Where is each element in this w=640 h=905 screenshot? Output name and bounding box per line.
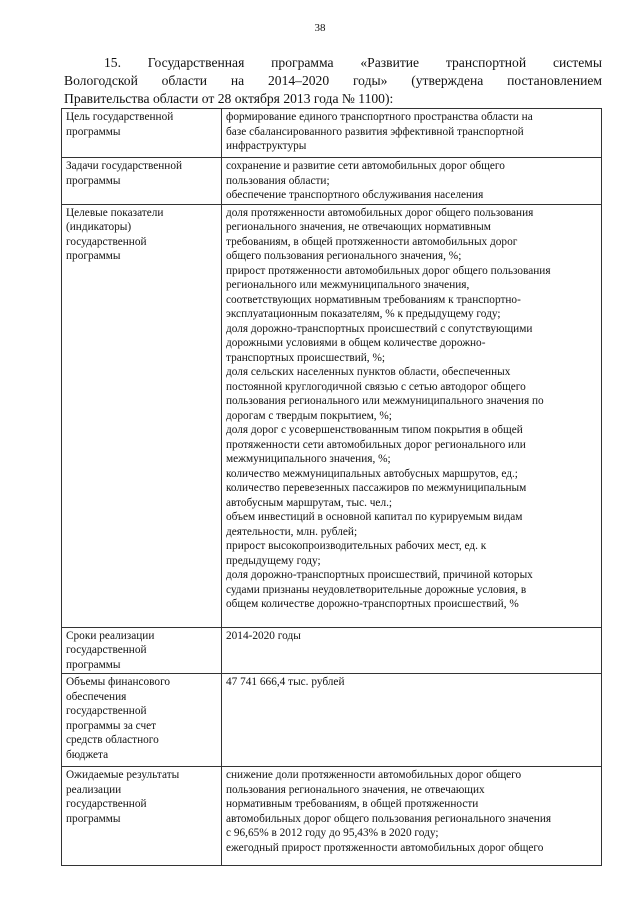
heading-line: Вологодской области на 2014–2020 годы» (утверждена постановлением [64, 73, 602, 88]
row-value-line: снижение доли протяженности автомобильных дорог общего [226, 769, 522, 781]
row-label-line: обеспечения [66, 690, 127, 703]
row-value-line: прирост высокопроизводительных рабочих мест, ед. к [226, 540, 487, 552]
row-label-line: программы [66, 125, 121, 138]
row-value-line: инфраструктуры [226, 140, 307, 152]
row-label-line: Сроки реализации [66, 629, 155, 642]
row-label-line: (индикаторы) [66, 221, 132, 233]
row-value-line: с 96,65% в 2012 году до 95,43% в 2020 году; [226, 827, 439, 839]
row-label-line: средств областного [66, 734, 159, 746]
row-label-line: программы [66, 812, 121, 825]
row-value-line: доля дорожно-транспортных происшествий с сопутствующими [226, 322, 533, 335]
row-value-line: 47 741 666,4 тыс. рублей [226, 676, 345, 688]
table-row-goal [62, 109, 602, 158]
row-value-line: прирост протяженности автомобильных дорог общего пользования [226, 264, 551, 277]
table-row-period [62, 627, 602, 674]
row-label-line: государственной [66, 798, 147, 810]
row-label-line: Целевые показатели [66, 206, 164, 219]
row-value-line: доля сельских населенных пунктов области, обеспеченных [226, 366, 511, 378]
row-value-line: соответствующих нормативным требованиям к транспортно- [226, 293, 521, 306]
row-value-line: дорогам с твердым покрытием, %; [226, 409, 392, 422]
row-value-line: автомобильных дорог общего пользования регионального значения [226, 812, 552, 825]
row-value-cell [222, 204, 602, 627]
row-value-line: доля дорожно-транспортных происшествий, причиной которых [226, 569, 533, 581]
row-label-line: бюджета [66, 748, 109, 761]
row-label-line: Объемы финансового [66, 676, 171, 688]
row-value-line: количество межмуниципальных автобусных маршрутов, ед.; [226, 467, 518, 480]
row-value-line: предыдущему году; [226, 554, 321, 567]
row-label-line: программы [66, 174, 121, 187]
table-row-tasks [62, 158, 602, 205]
row-label-cell [62, 109, 222, 158]
row-value-line: обеспечение транспортного обслуживания населения [226, 189, 484, 201]
row-value-line: эксплуатационным показателям, % к предыдущему году; [226, 308, 501, 320]
row-label-line: государственной [66, 235, 147, 248]
row-value-line: постоянной круглогодичной связью с сетью автодорог общего [226, 380, 526, 393]
row-label-line: программы [66, 658, 121, 671]
table-row-funding [62, 674, 602, 767]
row-value-line: формирование единого транспортного пространства области на [226, 111, 533, 123]
heading-line: Правительства области от 28 октября 2013 года № 1100): [64, 91, 394, 106]
row-value-cell [222, 627, 602, 674]
row-label-line: государственной [66, 644, 147, 656]
row-value-line: доля дорог с усовершенствованным типом покрытия в общей [226, 424, 523, 436]
row-value-line: 2014-2020 годы [226, 629, 301, 642]
row-label-line: реализации [66, 783, 122, 796]
row-value-line: сохранение и развитие сети автомобильных дорог общего [226, 160, 505, 172]
row-value-line: нормативным требованиям, в общей протяженности [226, 798, 479, 810]
row-label-line: программы за счет [66, 719, 157, 732]
row-value-line: регионального или межмуниципального значения, [226, 279, 470, 291]
row-value-line: судами признаны неудовлетворительные дорожные условия, в [226, 583, 527, 596]
row-label-line: государственной [66, 705, 147, 717]
program-passport-table [61, 108, 602, 866]
row-value-line: пользования регионального или межмуниципального значения по [226, 395, 544, 407]
row-label-line: Ожидаемые результаты [66, 769, 180, 781]
row-label-line: Цель государственной [66, 111, 174, 123]
row-label-cell [62, 627, 222, 674]
row-label-cell [62, 158, 222, 205]
row-value-line: автобусным маршрутам, тыс. чел.; [226, 496, 393, 509]
heading-line: 15. Государственная программа «Развитие транспортной системы [104, 55, 602, 70]
row-value-line: объем инвестиций в основной капитал по курируемым видам [226, 511, 523, 523]
row-value-line: общего пользования регионального значения, %; [226, 250, 462, 262]
row-value-line: регионального значения, не отвечающих нормативным [226, 221, 491, 233]
section-heading [64, 54, 602, 108]
row-value-line: количество перевезенных пассажиров по межмуниципальным [226, 482, 527, 494]
row-value-line: пользования регионального значения, не отвечающих [226, 783, 485, 796]
row-value-line: деятельности, млн. рублей; [226, 525, 358, 538]
row-label-line: программы [66, 250, 121, 262]
row-value-line: ежегодный прирост протяженности автомобильных дорог общего [226, 841, 544, 854]
row-value-line: общем количестве дорожно-транспортных происшествий, % [226, 598, 519, 610]
row-value-line: доля протяженности автомобильных дорог общего пользования [226, 206, 534, 219]
row-value-line: базе сбалансированного развития эффективной транспортной [226, 125, 524, 138]
row-value-line: межмуниципального значения, %; [226, 453, 391, 465]
row-label-line: Задачи государственной [66, 160, 183, 172]
row-value-line: требованиям, в общей протяженности автомобильных дорог [226, 235, 518, 248]
row-value-line: протяженности сети автомобильных дорог регионального или [226, 438, 526, 451]
row-value-cell [222, 767, 602, 866]
table-row-indicators [62, 204, 602, 627]
row-value-line: пользования области; [226, 174, 330, 187]
row-value-cell [222, 158, 602, 205]
table-row-results [62, 767, 602, 866]
row-label-cell [62, 204, 222, 627]
row-value-line: дорожными условиями в общем количестве дорожно- [226, 337, 486, 349]
row-label-cell [62, 674, 222, 767]
row-value-cell [222, 674, 602, 767]
row-value-cell [222, 109, 602, 158]
row-label-cell [62, 767, 222, 866]
page-number: 38 [314, 22, 326, 34]
row-value-line: транспортных происшествий, %; [226, 351, 386, 364]
